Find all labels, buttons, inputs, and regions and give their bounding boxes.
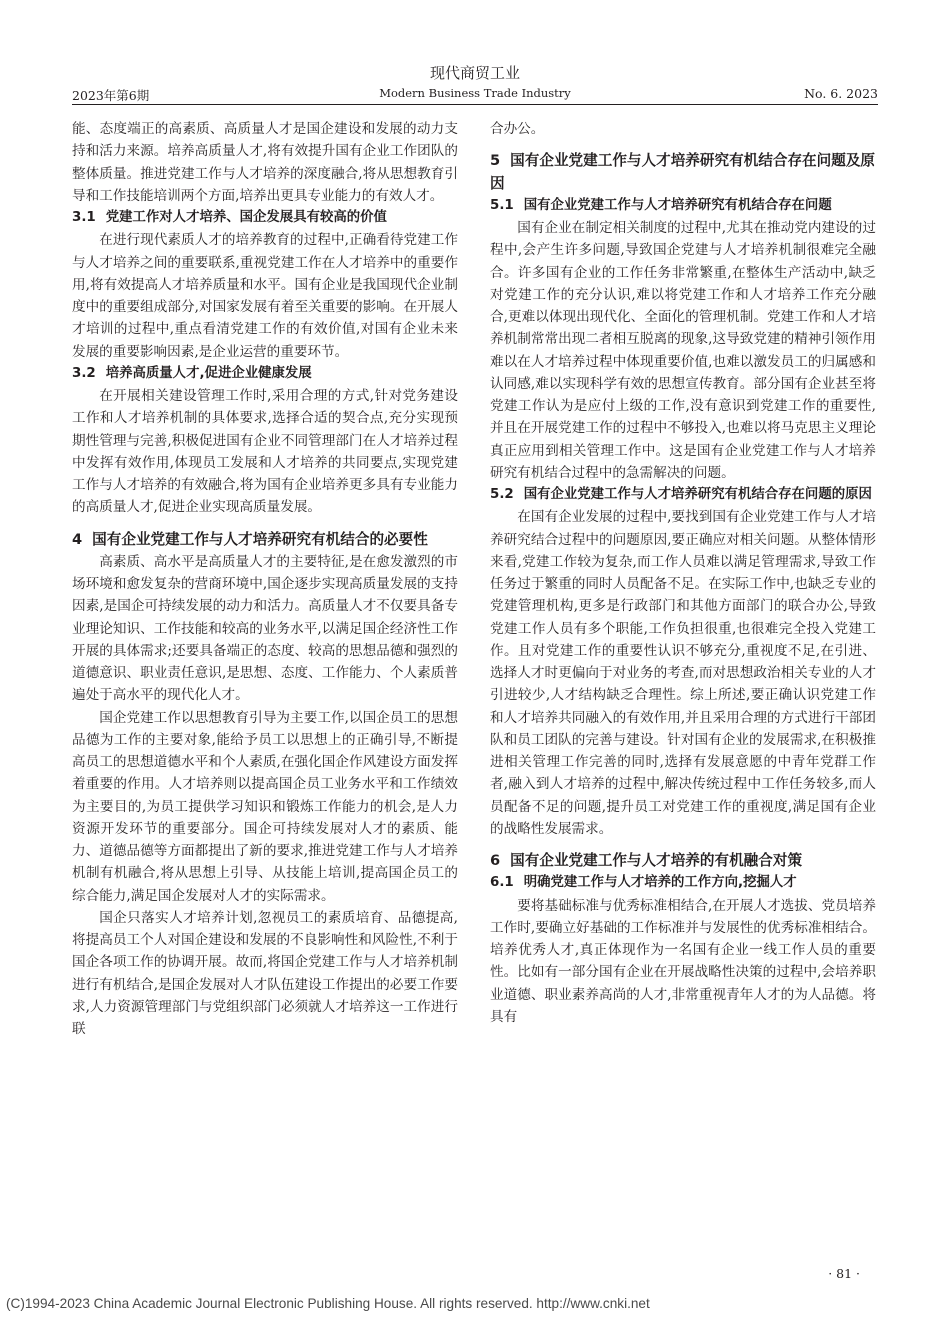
section-3-1-heading xyxy=(72,207,458,229)
paragraph: 在开展相关建设管理工作时,采用合理的方式,针对党务建设工作和人才培养机制的具体要求,选择合适的契合点,充分实现预期性管理与完善,积极促进国有企业不同管理部门在人才培养过程中发挥有效作用,体现员工发展和人才培养的共同要点,实现党建工作与人才培养的有效融合,将为国有企业培养更多具有专业能力的高质量人才,促进企业实现高质量发展。 xyxy=(72,388,458,516)
issue-label: 2023年第6期 xyxy=(72,88,150,103)
section-title: 培养高质量人才,促进企业健康发展 xyxy=(105,365,312,381)
section-title: 国有企业党建工作与人才培养研究有机结合存在问题的原因 xyxy=(523,487,872,502)
section-number: 3.1 xyxy=(72,210,96,225)
section-number: 5 xyxy=(490,152,501,170)
section-5-2-heading xyxy=(490,484,876,506)
section-title: 国有企业党建工作与人才培养的有机融合对策 xyxy=(510,852,803,869)
section-title: 党建工作对人才培养、国企发展具有较高的价值 xyxy=(105,210,387,225)
paragraph: 合办公。 xyxy=(490,121,545,137)
header-divider xyxy=(72,104,878,105)
paragraph: 国有企业在制定相关制度的过程中,尤其在推动党内建设的过程中,会产生许多问题,导致国企党建与人才培养机制很难完全融合。许多国有企业的工作任务非常繁重,在整体生产活动中,缺乏对党建工作的充分认识,难以将党建工作和人才培养工作充分融合,更难以体现出现代化、全面化的管理机制。党建工作和人才培养机制常常出现二者相互脱离的现象,这导致党建的精神引领作用难以在人才培养过程中体现重要价值,也难以激发员工的归属感和认同感,难以实现科学有效的思想宣传教育。部分国有企业甚至将党建工作认为是应付上级的工作,没有意识到党建工作的重要性,并且在开展党建工作的过程中不够投入,也难以将马克思主义理论真正应用到相关管理工作中。这是国有企业党建工作与人才培养研究有机结合过程中的急需解决的问题。 xyxy=(490,220,876,481)
section-number: 4 xyxy=(72,530,83,548)
page-number: · 81 · xyxy=(828,1266,860,1281)
paragraph: 在进行现代素质人才的培养教育的过程中,正确看待党建工作与人才培养之间的重要联系,重视党建工作在人才培养中的重要作用,将有效提高人才培养质量和水平。国有企业是我国现代企业制度中的重要组成部分,对国家发展有着至关重要的影响。在开展人才培训的过程中,重点看清党建工作的有效价值,对国有企业未来发展的重要影响因素,是企业运营的重要环节。 xyxy=(72,232,458,360)
journal-title: 现代商贸工业 xyxy=(429,64,520,82)
paragraph: 国企党建工作以思想教育引导为主要工作,以国企员工的思想品德为工作的主要对象,能给予员工以思想上的正确引导,不断提高员工的思想道德水平和个人素质,在强化国企作风建设方面发挥着重要的作用。人才培养则以提高国企员工业务水平和工作绩效为主要目的,为员工提供学习知识和锻炼工作能力的机会,是人力资源开发环节的重要部分。国企可持续发展对人才的素质、能力、道德品德等方面都提出了新的要求,推进党建工作与人才培养机制有机融合,将从思想上引导、从技能上培训,提高国企员工的综合能力,满足国企发展对人才的实际需求。 xyxy=(72,709,458,904)
section-5-1-heading xyxy=(490,195,876,217)
journal-english-title: Modern Business Trade Industry xyxy=(379,86,571,100)
section-title: 国有企业党建工作与人才培养研究有机结合的必要性 xyxy=(92,530,428,548)
section-5-heading xyxy=(490,150,876,195)
section-number: 5.2 xyxy=(490,487,514,502)
section-number: 6 xyxy=(490,852,501,869)
paragraph: 在国有企业发展的过程中,要找到国有企业党建工作与人才培养研究结合过程中的问题原因,要正确应对相关问题。从整体情形来看,党建工作较为复杂,而工作人员难以满足管理需求,导致工作任务过于繁重的同时人员配备不足。在实际工作中,也缺乏专业的党建管理机构,更多是行政部门和其他方面部门的联合办公,导致党建工作人员有多个职能,工作负担很重,也很难完全投入党建工作。且对党建工作的重要性认识不够充分,重视度不足,在引进、选择人才时更偏向于对业务的考查,而对思想政治相关专业的人才引进较少,人才结构缺乏合理性。综上所述,要正确认识党建工作和人才培养共同融入的有效作用,并且采用合理的方式进行干部团队和员工团队的完善与建设。针对国有企业的发展需求,在积极推进相关管理工作完善的同时,选择有发展意愿的中青年党群工作者,融入到人才培养的过程中,解决传统过程中工作任务较多,而人员配备不足的问题,提升员工对党建工作的重视度,满足国有企业的战略性发展需求。 xyxy=(490,509,876,837)
section-6-heading xyxy=(490,850,876,872)
left-column xyxy=(72,118,458,1040)
section-title: 国有企业党建工作与人才培养研究有机结合存在问题 xyxy=(523,197,832,213)
page-header xyxy=(72,62,878,106)
copyright-footer: (C)1994-2023 China Academic Journal Electronic Publishing House. All rights reserved. http://www.cnki.net xyxy=(6,1296,650,1311)
section-number: 6.1 xyxy=(490,875,514,891)
section-number: 5.1 xyxy=(490,197,514,213)
section-title: 明确党建工作与人才培养的工作方向,挖掘人才 xyxy=(523,875,797,891)
section-title: 国有企业党建工作与人才培养研究有机结合存在问题及原因 xyxy=(490,152,876,192)
paragraph: 高素质、高水平是高质量人才的主要特征,是在愈发激烈的市场环境和愈发复杂的营商环境中,国企逐步实现高质量发展的支持因素,是国企可持续发展的动力和活力。高质量人才不仅要具备专业理论知识、工作技能和较高的业务水平,以满足国企经济性工作开展的具体需求;还要具备端正的态度、较高的思想品德和强烈的道德意识、职业责任意识,是思想、态度、工作能力、个人素质普遍处于高水平的现代化人才。 xyxy=(72,553,458,704)
section-6-1-heading xyxy=(490,872,876,894)
paragraph: 能、态度端正的高素质、高质量人才是国企建设和发展的动力支持和活力来源。培养高质量人才,将有效提升国有企业工作团队的整体质量。推进党建工作与人才培养的深度融合,将从思想教育引导和工作技能培训两个方面,培养出更具专业能力的有效人才。 xyxy=(72,121,458,204)
section-3-2-heading xyxy=(72,363,458,385)
issue-number: No. 6. 2023 xyxy=(804,86,878,101)
section-number: 3.2 xyxy=(72,365,96,381)
paragraph: 要将基础标准与优秀标准相结合,在开展人才选拔、党员培养工作时,要确立好基础的工作标准并与发展性的优秀标准相结合。培养优秀人才,真正体现作为一名国有企业一线工作人员的重要性。比如有一部分国有企业在开展战略性决策的过程中,会培养职业道德、职业素养高尚的人才,非常重视青年人才的为人品德。将具有 xyxy=(490,897,876,1025)
right-column xyxy=(490,118,876,1028)
section-4-heading xyxy=(72,529,458,551)
paragraph: 国企只落实人才培养计划,忽视员工的素质培育、品德提高,将提高员工个人对国企建设和发展的不良影响性和风险性,不利于国企各项工作的协调开展。故而,将国企党建工作与人才培养机制进行有机结合,是国企发展对人才队伍建设工作提出的必要工作要求,人力资源管理部门与党组织部门必须就人才培养这一工作进行联 xyxy=(72,909,458,1037)
